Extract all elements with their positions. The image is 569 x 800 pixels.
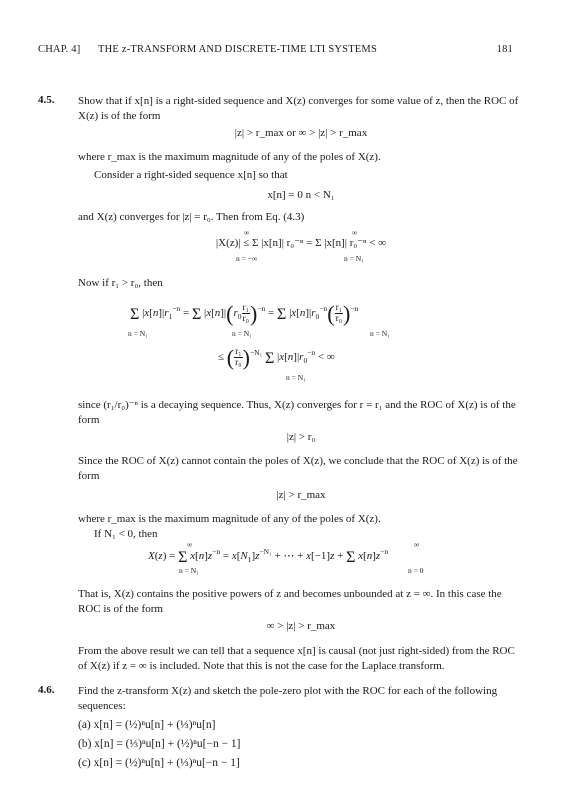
problem-4-5-statement: Show that if x[n] is a right-sided sequence and X(z) converges for some value of z, then the ROC of X(z) is of the form (78, 95, 519, 122)
sum-upper-limit: ∞ (244, 228, 250, 237)
equation-ratio-line-1: Σ $|x[n]|r_1^{-n} = \Sigma$ $|x[n]|(r_0$ $\frac{\text{r₁}}{\text{r₀}}$ )$^{-n}$ = Σ $|x[n]|r_0^{-n}$( $\frac{\text{r₁}}{\text{r₀}}$ )$^{-n}$ (130, 301, 359, 326)
equation-roc-forms: |z| > r_max or ∞ > |z| > r_max (234, 127, 368, 139)
equation-roc-r0: |z| > r₀ (286, 431, 316, 443)
if-n1-text: If N₁ < 0, then (94, 528, 158, 540)
now-if-text: Now if r₁ > r₀, then (78, 277, 163, 289)
since-roc-text: Since the ROC of X(z) cannot contain the poles of X(z), we conclude that the ROC of X(z) is of the form (78, 455, 518, 482)
conclusion-text: From the above result we can tell that a sequence x[n] is causal (not just right-sided) from the ROC of X(z) if z = ∞ is included. Note that this is not the case for the Laplace transform. (78, 645, 515, 672)
equation-roc-rmax: |z| > r_max (276, 489, 326, 501)
that-is-text: That is, X(z) contains the positive powers of z and becomes unbounded at z = ∞. In this case the ROC is of the form (78, 588, 502, 615)
consider-text: Consider a right-sided sequence x[n] so that (94, 169, 288, 181)
header-page-number: 181 (496, 44, 513, 55)
header-title: THE z-TRANSFORM AND DISCRETE-TIME LTI SYSTEMS (98, 44, 377, 55)
sum-lower-limit: n = −∞ (236, 254, 258, 263)
equation-roc-infinity: ∞ > |z| > r_max (266, 620, 336, 632)
where-rmax-text-2: where r_max is the maximum magnitude of any of the poles of X(z). (78, 513, 381, 525)
equation-right-sided-condition: x[n] = 0 n < N₁ (267, 189, 335, 201)
sum-lower-limit: n = N₁ (232, 329, 252, 338)
sum-lower-limit: n = 0 (408, 566, 424, 575)
sum-lower-limit: n = N₁ (344, 254, 364, 263)
list-item-b: (b) x[n] = (⅓)ⁿu[n] + (½)ⁿu[−n − 1] (78, 738, 241, 750)
since-decaying-text: since (r₁/r₀)⁻ⁿ is a decaying sequence. Thus, X(z) converges for r = r₁ and the ROC of X(z) is of the form (78, 399, 516, 426)
sum-lower-limit: n = N₁ (179, 566, 199, 575)
problem-4-6-statement: Find the z-transform X(z) and sketch the pole-zero plot with the ROC for each of the following sequences: (78, 685, 498, 712)
header-chapter: CHAP. 4] (38, 44, 81, 55)
sum-lower-limit: n = N₁ (370, 329, 390, 338)
sum-lower-limit: n = N₁ (286, 373, 306, 382)
problem-number-4-5: 4.5. (38, 94, 55, 106)
problem-number-4-6: 4.6. (38, 684, 55, 696)
equation-ratio-line-2: ≤ ( $\frac{\text{r₁}}{\text{r₀}}$ )$^{-N_1}$ Σ $|x[n]|r_0^{-n}$ < ∞ (218, 345, 335, 370)
list-item-c: (c) x[n] = (½)ⁿu[n] + (⅓)ⁿu[−n − 1] (78, 757, 240, 769)
sum-upper-limit: ∞ (414, 540, 420, 549)
equation-bound-text: |X(z)| ≤ Σ |x[n]| r₀⁻ⁿ = Σ |x[n]| r₀⁻ⁿ < ∞ (215, 237, 387, 249)
equation-bound (78, 236, 524, 249)
equation-xz-expansion: X(z) = Σ $x[n]z^{-n} = x[N_1]z^{-N_1}$ + ⋯ + x[−1]z + Σ $x[n]z^{-n}$ (148, 547, 389, 566)
sum-upper-limit: ∞ (352, 228, 358, 237)
list-item-a: (a) x[n] = (½)ⁿu[n] + (⅓)ⁿu[n] (78, 719, 216, 731)
sum-lower-limit: n = N₁ (128, 329, 148, 338)
where-rmax-text-1: where r_max is the maximum magnitude of any of the poles of X(z). (78, 151, 381, 163)
converges-text: and X(z) converges for |z| = r₀. Then from Eq. (4.3) (78, 211, 305, 223)
sum-upper-limit: ∞ (187, 540, 193, 549)
